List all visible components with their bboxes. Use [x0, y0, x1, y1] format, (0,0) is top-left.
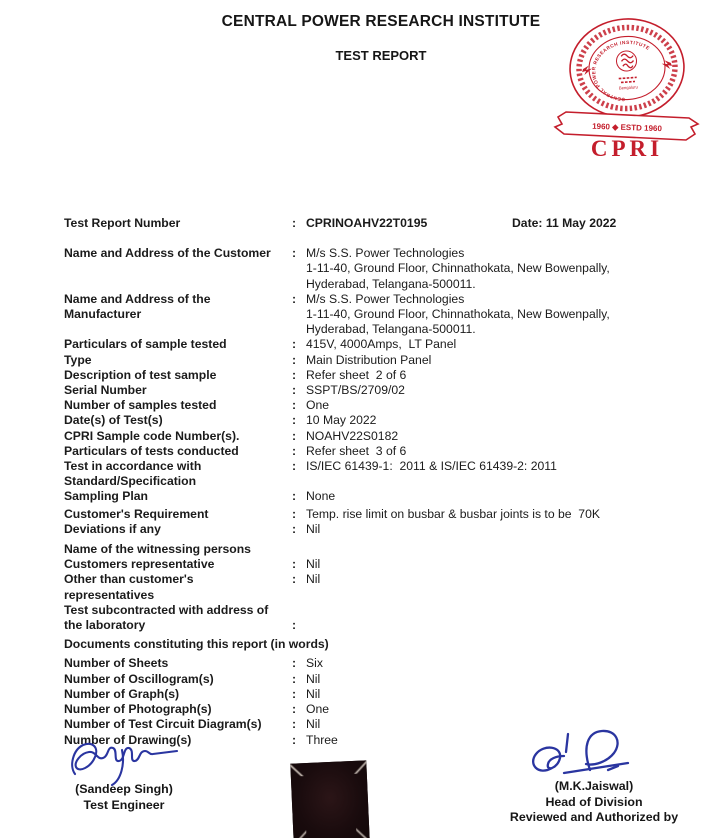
section-heading-row: [64, 542, 664, 557]
field-value-line: Refer sheet 2 of 6: [306, 367, 407, 382]
field-label-line: Customer's Requirement: [64, 506, 209, 521]
field-label-line: CPRI Sample code Number(s).: [64, 428, 240, 443]
field-value-line: M/s S.S. Power Technologies: [306, 246, 465, 261]
field-label-line: Type: [64, 352, 92, 367]
field-row: [64, 246, 664, 292]
field-value: [306, 368, 664, 383]
seal-english-text-ring: CENTRAL POWER RESEARCH INSTITUTE: [592, 40, 651, 102]
field-value: [306, 687, 664, 702]
field-value: [306, 292, 664, 338]
field-label-line: Number of samples tested: [64, 398, 217, 413]
field-colon: :: [292, 352, 297, 367]
report-subtitle: TEST REPORT: [335, 48, 427, 63]
field-row: [64, 368, 664, 383]
field-label-line: Number of Graph(s): [64, 686, 180, 701]
cpri-acronym: CPRI: [590, 136, 664, 161]
field-value: [306, 557, 664, 572]
field-label-line: Number of Sheets: [64, 656, 169, 671]
field-label-line: Test Report Number: [64, 216, 181, 230]
field-colon: :: [292, 246, 297, 261]
field-value-line: Nil: [306, 557, 321, 572]
field-value-line: Nil: [306, 671, 321, 686]
section-heading-label: Name of the witnessing persons: [64, 542, 251, 557]
field-label-line: Date(s) of Test(s): [64, 413, 163, 428]
field-label-line: Standard/Specification: [64, 474, 197, 489]
field-label: [64, 459, 292, 489]
field-value-line: CPRINOAHV22T0195: [306, 216, 428, 230]
field-value-line: None: [306, 489, 336, 504]
institute-title: CENTRAL POWER RESEARCH INSTITUTE: [221, 13, 541, 30]
field-row: [64, 398, 664, 413]
field-label: [64, 572, 292, 602]
field-label-line: Number of Test Circuit Diagram(s): [64, 717, 262, 732]
field-value-line: 415V, 4000Amps, LT Panel: [306, 337, 457, 352]
field-value-line: Nil: [306, 686, 321, 701]
field-label-line: Sampling Plan: [64, 489, 148, 504]
head-of-division-name: (M.K.Jaiswal): [554, 779, 634, 793]
field-row: [64, 702, 664, 717]
field-value-line: Three: [306, 732, 338, 747]
field-value-line: Nil: [306, 717, 321, 732]
redacted-stamp: [290, 760, 369, 838]
field-label-line: the laboratory: [64, 618, 146, 633]
field-colon: :: [292, 521, 297, 536]
field-colon: :: [292, 686, 297, 701]
field-label-line: Description of test sample: [64, 367, 217, 382]
field-colon: :: [292, 291, 297, 306]
field-label-line: Other than customer's: [64, 572, 194, 587]
field-label: [64, 489, 292, 504]
field-value: [306, 353, 664, 368]
field-value: [306, 459, 664, 489]
test-engineer-title: Test Engineer: [83, 797, 165, 812]
field-row: [64, 489, 664, 504]
field-value-line: SSPT/BS/2709/02: [306, 383, 405, 398]
field-row: [64, 429, 664, 444]
field-value: [306, 603, 664, 633]
field-colon: :: [292, 337, 297, 352]
field-value-line: One: [306, 702, 330, 717]
field-label: [64, 337, 292, 352]
field-value-line: Main Distribution Panel: [306, 352, 432, 367]
field-colon: :: [292, 618, 297, 633]
field-value: [306, 572, 664, 602]
left-lightning-bolt-icon: [582, 65, 593, 75]
field-value: [306, 507, 664, 522]
field-row: [64, 353, 664, 368]
field-value-line: 10 May 2022: [306, 413, 377, 428]
field-colon: :: [292, 398, 297, 413]
field-colon: :: [292, 572, 297, 587]
field-colon: :: [292, 367, 297, 382]
field-value-line: Nil: [306, 572, 321, 587]
field-value: [306, 216, 512, 231]
field-row: [64, 383, 664, 398]
right-lightning-bolt-icon: [662, 60, 673, 70]
field-label: [64, 557, 292, 572]
cpri-seal: [552, 8, 702, 178]
field-label: [64, 398, 292, 413]
field-label: [64, 687, 292, 702]
field-label-line: Name and Address of the Customer: [64, 246, 271, 261]
seal-center-emblem: [616, 50, 638, 82]
field-row: [64, 507, 664, 522]
field-value-line: NOAHV22S0182: [306, 428, 399, 443]
test-engineer-signature-block: [62, 738, 186, 813]
field-row: [64, 459, 664, 489]
field-value-line: 1-11-40, Ground Floor, Chinnathokata, New Bowenpally,: [306, 261, 610, 276]
field-value-line: Hyderabad, Telangana-500011.: [306, 322, 476, 337]
field-row: [64, 656, 664, 671]
field-label: [64, 413, 292, 428]
field-value: [306, 246, 664, 292]
field-label-line: representatives: [64, 587, 155, 602]
head-of-division-title: Head of Division: [545, 794, 643, 809]
field-value: [306, 522, 664, 537]
section-heading-row: [64, 637, 664, 652]
field-colon: :: [292, 717, 297, 732]
field-label: [64, 444, 292, 459]
field-colon: :: [292, 428, 297, 443]
field-label: [64, 507, 292, 522]
field-label-line: Manufacturer: [64, 307, 142, 322]
field-colon: :: [292, 506, 297, 521]
field-label: [64, 656, 292, 671]
head-of-division-signature-block: [496, 726, 692, 826]
field-value: [306, 444, 664, 459]
seal-city-text: Bengaluru: [618, 84, 639, 91]
field-value-line: One: [306, 398, 330, 413]
field-label-line: Number of Drawing(s): [64, 732, 192, 747]
head-of-division-signature: [524, 726, 664, 782]
field-colon: :: [292, 413, 297, 428]
field-value-line: 1-11-40, Ground Floor, Chinnathokata, New Bowenpally,: [306, 307, 610, 322]
field-value-line: Temp. rise limit on busbar & busbar joints is to be 70K: [306, 506, 600, 521]
field-label-line: Customers representative: [64, 557, 215, 572]
test-engineer-name: (Sandeep Singh): [75, 782, 173, 796]
field-value: [306, 489, 664, 504]
seal-ribbon-text: 1960 ◆ ESTD 1960: [592, 121, 663, 134]
field-label: [64, 246, 292, 292]
field-row: [64, 572, 664, 602]
field-label-line: Name and Address of the: [64, 291, 211, 306]
field-label: [64, 603, 292, 633]
field-colon: :: [292, 443, 297, 458]
field-value: [306, 672, 664, 687]
field-row: [64, 444, 664, 459]
field-label: [64, 429, 292, 444]
reviewed-authorized-label: Reviewed and Authorized by: [509, 810, 679, 824]
field-row: [64, 413, 664, 428]
field-row: [64, 522, 664, 537]
field-label-line: Number of Oscillogram(s): [64, 671, 214, 686]
field-label: [64, 353, 292, 368]
field-value: [306, 429, 664, 444]
field-colon: :: [292, 489, 297, 504]
field-label-line: Number of Photograph(s): [64, 702, 212, 717]
field-label-line: Deviations if any: [64, 521, 161, 536]
field-colon: :: [292, 671, 297, 686]
report-fields: [64, 216, 664, 748]
field-label: [64, 717, 292, 732]
field-value-line: M/s S.S. Power Technologies: [306, 291, 465, 306]
field-row: [64, 603, 664, 633]
field-value: [306, 337, 664, 352]
section-heading-label: Documents constituting this report (in words): [64, 637, 329, 652]
field-row: [64, 557, 664, 572]
field-value: [306, 413, 664, 428]
field-colon: :: [292, 459, 297, 474]
field-label-line: Test subcontracted with address of: [64, 602, 269, 617]
field-colon: :: [292, 216, 297, 230]
field-label: [64, 383, 292, 398]
field-colon: :: [292, 702, 297, 717]
field-label: [64, 672, 292, 687]
field-row: [64, 292, 664, 338]
field-label: [64, 522, 292, 537]
field-value: [306, 656, 664, 671]
field-label-line: Serial Number: [64, 383, 147, 398]
field-colon: :: [292, 557, 297, 572]
field-value: [306, 383, 664, 398]
field-value-line: Nil: [306, 521, 321, 536]
field-row: [64, 687, 664, 702]
field-value-line: Six: [306, 656, 323, 671]
field-label: [64, 368, 292, 383]
field-label-line: Particulars of sample tested: [64, 337, 227, 352]
field-row: [64, 337, 664, 352]
field-value: [306, 398, 664, 413]
field-label: [64, 292, 292, 338]
field-value: [306, 702, 664, 717]
field-value-line: Hyderabad, Telangana-500011.: [306, 276, 476, 291]
field-label-line: Particulars of tests conducted: [64, 443, 239, 458]
field-value-line: Refer sheet 3 of 6: [306, 443, 407, 458]
report-date: Date: 11 May 2022: [512, 216, 617, 230]
field-label-line: Test in accordance with: [64, 459, 202, 474]
field-colon: :: [292, 732, 297, 747]
seal-devanagari-text-ring: [576, 24, 677, 111]
test-engineer-signature: [65, 738, 183, 786]
field-colon: :: [292, 383, 297, 398]
field-colon: :: [292, 656, 297, 671]
field-row: [64, 216, 664, 231]
field-label: [64, 702, 292, 717]
field-label: [64, 216, 292, 231]
field-value-line: IS/IEC 61439-1: 2011 & IS/IEC 61439-2: 2011: [306, 459, 557, 474]
field-row: [64, 672, 664, 687]
